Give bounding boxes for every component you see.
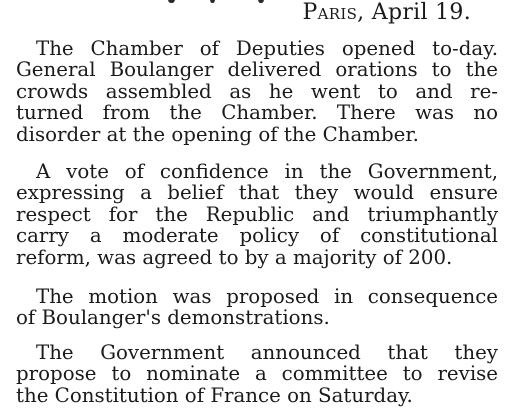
text-line: reform, was agreed to by a majority of 200. [16, 245, 453, 269]
dateline: Paris, April 19. [302, 0, 471, 25]
text-line: respect for the Republic and triumphantly [16, 202, 498, 226]
text-line: expressing a belief that they would ensure [16, 181, 498, 205]
dateline-place: Paris [302, 0, 358, 25]
paragraph-chamber-opened [16, 38, 498, 145]
text-line: the Constitution of France on Saturday. [16, 383, 413, 407]
text-line: turned from the Chamber. There was no [16, 101, 498, 125]
text-line: propose to nominate a committee to revise [16, 362, 498, 386]
text-line: of Boulanger's demonstrations. [16, 306, 330, 330]
text-line: The Chamber of Deputies opened to-day. [36, 37, 498, 60]
text-line: A vote of confidence in the Government, [36, 160, 498, 183]
paragraph-government-announcement [16, 342, 498, 406]
dateline-date: April 19. [371, 0, 471, 25]
text-line: crowds assembled as he went to and re- [16, 79, 498, 103]
text-line: The Government announced that they [36, 341, 498, 364]
paragraph-vote-of-confidence [16, 161, 498, 268]
text-line: The motion was proposed in consequence [36, 285, 498, 308]
paragraph-motion [16, 286, 498, 329]
text-line: General Boulanger delivered orations to the [16, 58, 498, 82]
text-line: disorder at the opening of the Chamber. [16, 122, 419, 146]
text-line: carry a moderate policy of constitutional [16, 224, 498, 248]
